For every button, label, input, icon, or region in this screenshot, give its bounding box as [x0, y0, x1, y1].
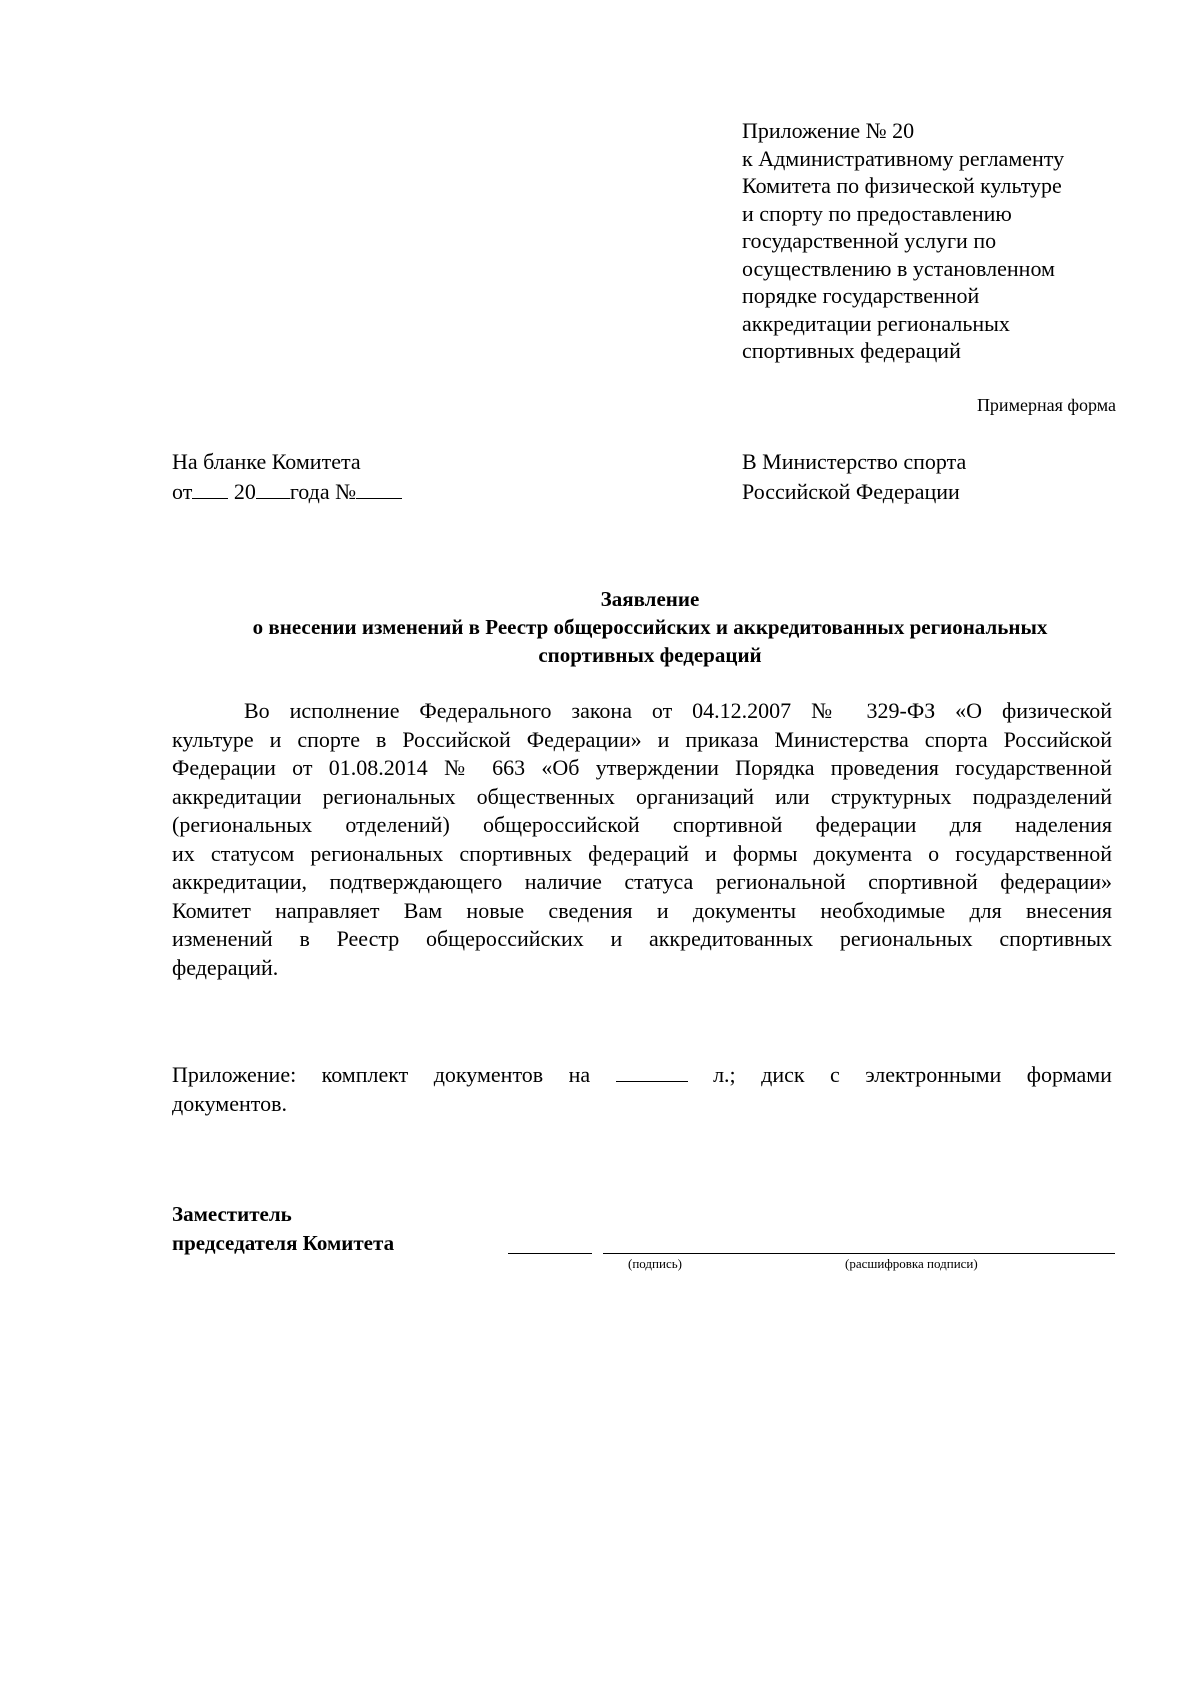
- letterhead-label: На бланке Комитета: [172, 449, 361, 474]
- appendix-line: и спорту по предоставлению: [742, 200, 1012, 226]
- addressee-block: [742, 447, 966, 507]
- appendix-line: государственной услуги по: [742, 228, 997, 253]
- title-line: о внесении изменений в Реестр общероссийских и аккредитованных региональных: [252, 615, 1048, 639]
- letterhead-block: [172, 447, 402, 507]
- body-line: Комитет направляет Вам новые сведения и документы необходимые для внесения: [172, 897, 1112, 923]
- body-line: Федерации от 01.08.2014 № 663 «Об утверждении Порядка проведения государственной: [172, 755, 1112, 780]
- appendix-line: спортивных федераций: [742, 338, 961, 363]
- appendix-line: Приложение № 20: [742, 118, 915, 143]
- appendix-block: [742, 117, 1142, 365]
- body-line: аккредитации региональных общественных организаций или структурных подразделений: [172, 783, 1112, 809]
- attachment-word: с: [830, 1062, 840, 1087]
- body-line: (региональных отделений) общероссийской спортивной федерации для наделения: [172, 812, 1112, 837]
- addressee-line: В Министерство спорта: [742, 449, 967, 474]
- attachment-word: диск: [761, 1062, 805, 1087]
- addressee-line: Российской Федерации: [742, 479, 960, 504]
- attachment-line: [172, 1061, 1112, 1090]
- attachment-word: комплект: [321, 1062, 409, 1087]
- body-line: культуре и спорте в Российской Федерации» и приказа Министерства спорта Российской: [172, 726, 1112, 752]
- signature-line[interactable]: [508, 1253, 592, 1254]
- appendix-line: осуществлению в установленном: [742, 255, 1055, 281]
- signatory-line: Заместитель: [172, 1202, 292, 1226]
- year-blank[interactable]: [256, 478, 290, 499]
- attachment-line-2: документов.: [172, 1090, 287, 1116]
- appendix-line: аккредитации региональных: [742, 310, 1010, 336]
- attachment-word: Приложение:: [172, 1062, 297, 1087]
- attachment-word: формами: [1026, 1062, 1112, 1087]
- signatory-line: председателя Комитета: [172, 1231, 395, 1255]
- appendix-line: к Административному регламенту: [742, 145, 1065, 171]
- year-prefix: 20: [233, 479, 256, 504]
- attachment-word: электронными: [865, 1062, 1002, 1087]
- appendix-line: Комитета по физической культуре: [742, 173, 1062, 198]
- body-line: аккредитации, подтверждающего наличие статуса региональной спортивной федерации»: [172, 869, 1112, 894]
- attachment-word: л.;: [713, 1062, 736, 1087]
- date-from-label: от: [172, 479, 193, 504]
- date-number-line: [172, 477, 402, 507]
- signature-decode-caption: (расшифровка подписи): [845, 1256, 978, 1271]
- attachment-word: на: [568, 1062, 591, 1087]
- body-paragraph: [172, 697, 1112, 982]
- attachment-word: документов: [433, 1062, 544, 1087]
- title-line: спортивных федераций: [538, 643, 762, 667]
- sheet-count-blank[interactable]: [616, 1061, 688, 1082]
- signature-caption: (подпись): [628, 1256, 682, 1271]
- body-line: Во исполнение Федерального закона от 04.12.2007 № 329-ФЗ «О физической: [244, 698, 1112, 723]
- attachment-block: [172, 1061, 1112, 1118]
- day-blank[interactable]: [192, 478, 228, 499]
- title-line: Заявление: [600, 587, 700, 611]
- year-number-label: года №: [289, 479, 357, 504]
- document-title: [150, 585, 1150, 669]
- signature-decode-line[interactable]: [603, 1253, 1115, 1254]
- form-type-label: Примерная форма: [976, 395, 1116, 415]
- body-line: их статусом региональных спортивных федераций и формы документа о государственной: [172, 840, 1112, 866]
- number-blank[interactable]: [356, 478, 402, 499]
- appendix-line: порядке государственной: [742, 283, 980, 308]
- signatory-title: [172, 1200, 394, 1258]
- body-line: изменений в Реестр общероссийских и аккредитованных региональных спортивных: [172, 926, 1112, 951]
- body-line: федераций.: [172, 954, 279, 980]
